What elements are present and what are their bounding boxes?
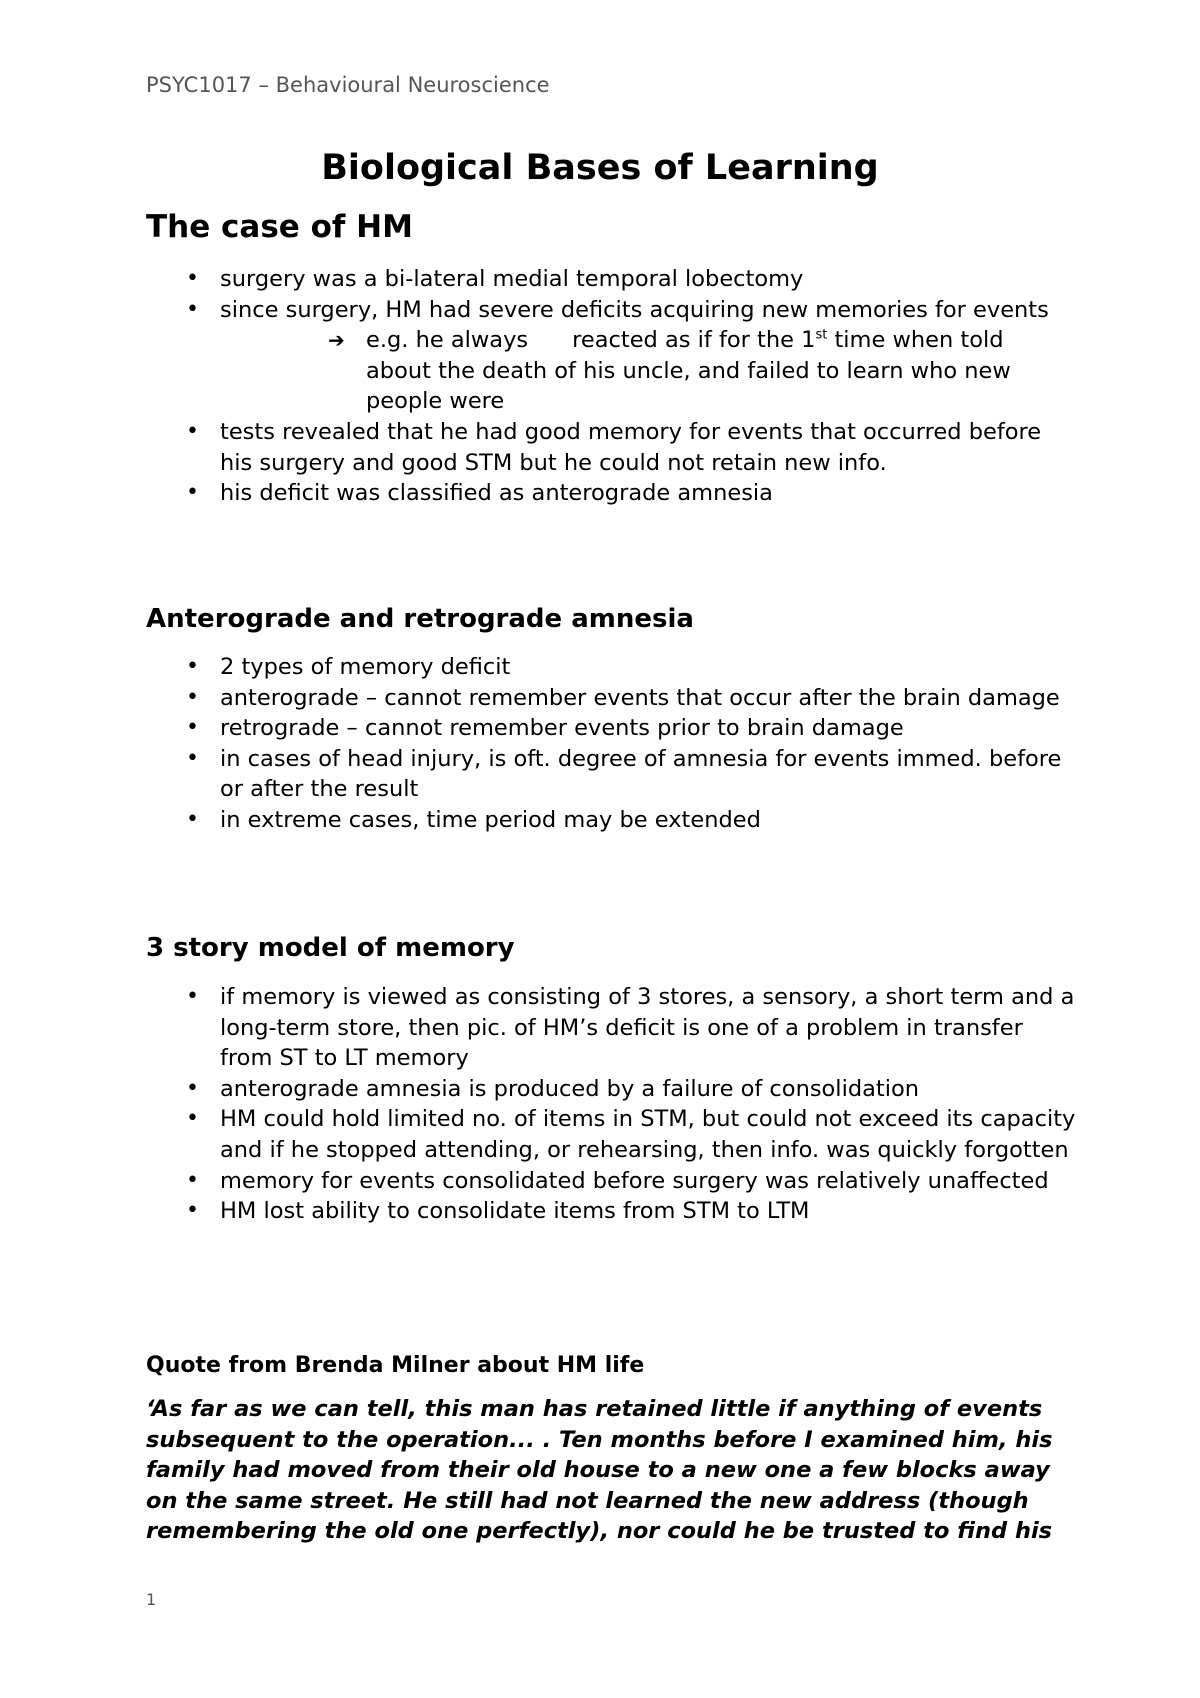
example-text-part3: time when told about the death of his uncle, and failed to learn who new people were [366, 327, 1011, 415]
bullet-icon: • [186, 1075, 199, 1101]
bullet-icon: • [186, 984, 199, 1009]
arrow-right-icon: ➔ [328, 328, 345, 353]
list-item-text: in extreme cases, time period may be extended [220, 806, 761, 833]
list-item [0, 713, 1080, 744]
document-title: Biological Bases of Learning [321, 148, 879, 188]
list-item [0, 652, 1080, 683]
section-heading-story-model: 3 story model of memory [146, 933, 515, 963]
list-item-text: since surgery, HM had severe deficits acquiring new memories for events [220, 296, 1049, 323]
list-item [0, 744, 1080, 805]
bullet-icon: • [186, 715, 199, 741]
amnesia-bullet-list [0, 652, 1200, 836]
list-item-text: 2 types of memory deficit [220, 654, 511, 680]
bullet-icon: • [186, 654, 199, 679]
example-text-part1: e.g. he always [366, 327, 529, 354]
milner-quote-text: ‘As far as we can tell, this man has retained little if anything of events subsequent to the operation... . Ten months before I examined him, his family had moved from their old house to a new one a few blocks away on the same street. He still had not learned the new address (though remembering the old one perfectly), nor could he be trusted to find his [146, 1396, 1053, 1545]
case-hm-bullet-list [0, 264, 1200, 509]
list-item [0, 295, 1080, 326]
list-item-text: if memory is viewed as consisting of 3 stores, a sensory, a short term and a long-term store, then pic. of HM’s deficit is one of a problem in transfer from ST to LT memory [220, 984, 1075, 1072]
bullet-icon: • [186, 684, 199, 710]
bullet-icon: • [186, 806, 199, 832]
list-item [0, 1166, 1080, 1197]
list-item-text: memory for events consolidated before surgery was relatively unaffected [220, 1167, 1049, 1194]
list-item [0, 1104, 1080, 1165]
list-item [0, 982, 1080, 1074]
list-item-text: anterograde – cannot remember events that occur after the brain damage [220, 684, 1060, 711]
bullet-icon: • [186, 296, 199, 322]
bullet-icon: • [186, 745, 199, 771]
section-heading-case-hm: The case of HM [146, 209, 413, 245]
list-item-text: surgery was a bi-lateral medial temporal lobectomy [220, 266, 804, 292]
bullet-icon: • [186, 480, 199, 506]
sub-list-item-example [0, 325, 1066, 417]
list-item-text: retrograde – cannot remember events prior to brain damage [220, 715, 904, 742]
list-item [0, 805, 1080, 836]
list-item [0, 478, 1080, 509]
section-heading-quote: Quote from Brenda Milner about HM life [146, 1353, 645, 1378]
list-item-text: in cases of head injury, is oft. degree of amnesia for events immed. before or after the result [220, 745, 1062, 803]
example-text-part2: reacted as if for the 1 [572, 327, 816, 354]
bullet-icon: • [186, 418, 199, 444]
list-item [0, 683, 1080, 714]
list-item [0, 264, 1080, 295]
bullet-icon: • [186, 266, 199, 291]
section-heading-amnesia: Anterograde and retrograde amnesia [146, 604, 694, 634]
list-item-text: tests revealed that he had good memory for events that occurred before his surgery and good STM but he could not retain new info. [220, 418, 1042, 476]
running-header: PSYC1017 – Behavioural Neuroscience [146, 73, 550, 97]
bullet-icon: • [186, 1106, 199, 1132]
ordinal-superscript: st [815, 327, 828, 343]
story-model-bullet-list [0, 982, 1200, 1227]
bullet-icon: • [186, 1198, 199, 1224]
list-item [0, 1074, 1080, 1105]
list-item-text: HM could hold limited no. of items in STM, but could not exceed its capacity and if he stopped attending, or rehearsing, then info. was quickly forgotten [220, 1106, 1076, 1163]
page-number: 1 [146, 1590, 157, 1609]
list-item-text: anterograde amnesia is produced by a failure of consolidation [220, 1075, 919, 1102]
list-item-text: HM lost ability to consolidate items from STM to LTM [220, 1198, 810, 1225]
bullet-icon: • [186, 1167, 199, 1193]
list-item [0, 1196, 1080, 1227]
list-item-text: his deficit was classified as anterograde amnesia [220, 480, 773, 507]
list-item [0, 417, 1080, 478]
